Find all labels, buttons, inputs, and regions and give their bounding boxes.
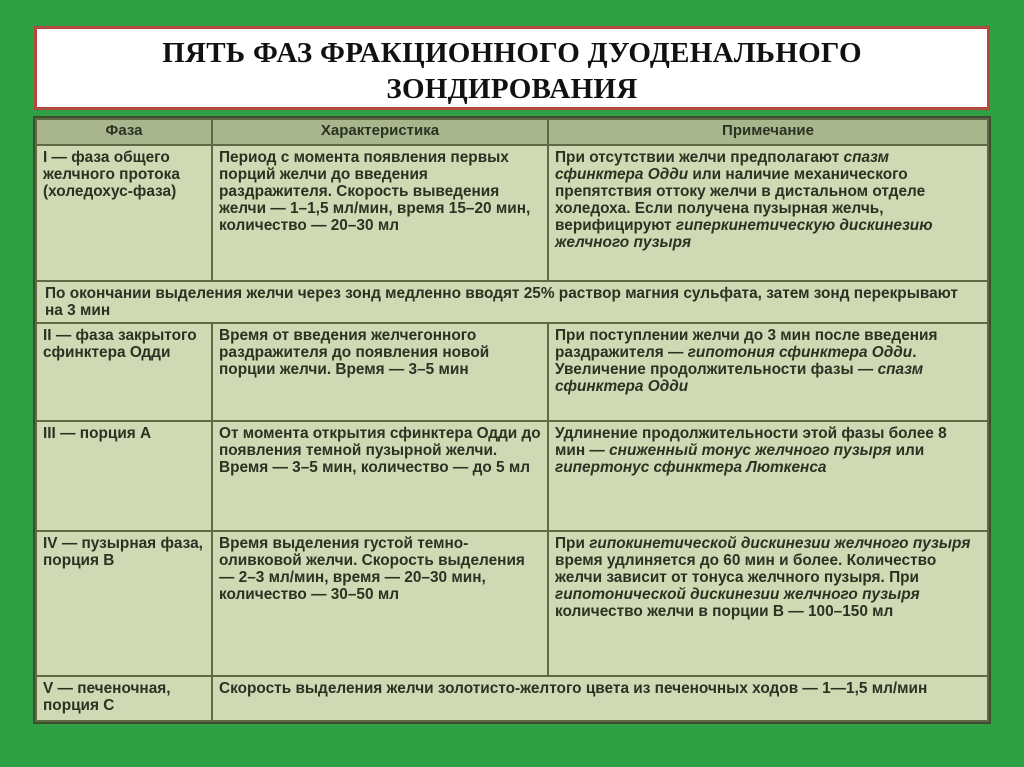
description-cell: От момента открытия сфинктера Одди до появления темной пузырной желчи. Время — 3–5 мин, количество — до 5 мл (212, 421, 548, 531)
description-cell: Скорость выделения желчи золотисто-желтого цвета из печеночных ходов — 1—1,5 мл/мин (212, 676, 988, 721)
note-cell (548, 421, 988, 531)
table-row (36, 676, 988, 721)
note-text: количество желчи в порции В — 100–150 мл (555, 603, 894, 621)
header-characteristic: Характеристика (212, 119, 548, 145)
table-body (36, 145, 988, 721)
note-text: или (891, 442, 925, 460)
table-row (36, 421, 988, 531)
phases-table (35, 118, 989, 722)
table-row (36, 531, 988, 676)
note-term: сниженный тонус желчного пузыря (609, 442, 892, 460)
note-term: гиперкинетическую дискинезию желчного пузыря (555, 217, 933, 251)
phase-cell: I — фаза общего желчного протока (холедохус-фаза) (36, 145, 212, 281)
phase-cell: V — печеночная, порция С (36, 676, 212, 721)
note-text: Удлинение продолжительности этой фазы более 8 мин — (555, 425, 947, 460)
phase-cell: II — фаза закрытого сфинктера Одди (36, 323, 212, 421)
note-text: или наличие механического препятствия оттоку желчи в дистальном отделе холедоха. Если получена пузырная желчь, верифицируют (555, 166, 926, 234)
phases-table-container (33, 116, 991, 724)
note-term: гипокинетической дискинезии желчного пузыря (589, 535, 971, 553)
note-term: спазм сфинктера Одди (555, 149, 890, 183)
note-text: При (555, 535, 590, 553)
slide-title: ПЯТЬ ФАЗ ФРАКЦИОННОГО ДУОДЕНАЛЬНОГО ЗОНДИРОВАНИЯ (162, 37, 862, 105)
note-cell (548, 323, 988, 421)
full-width-cell: По окончании выделения желчи через зонд медленно вводят 25% раствор магния сульфата, затем зонд перекрывают на 3 мин (36, 281, 988, 324)
description-cell: Период с момента появления первых порций желчи до введения раздражителя. Скорость выведения желчи — 1–1,5 мл/мин, время 15–20 мин, количество — 20–30 мл (212, 145, 548, 281)
note-term: гипертонус сфинктера Люткенса (555, 459, 827, 477)
note-text: При отсутствии желчи предполагают (555, 149, 844, 166)
table-row (36, 281, 988, 324)
note-term: гипотонической дискинезии желчного пузыря (555, 586, 920, 604)
note-text: . Увеличение продолжительности фазы — (555, 344, 917, 379)
note-cell (548, 145, 988, 281)
note-text: время удлиняется до 60 мин и более. Количество желчи зависит от тонуса желчного пузыря. При (555, 552, 937, 587)
header-phase: Фаза (36, 119, 212, 145)
phase-cell: III — порция А (36, 421, 212, 531)
phase-cell: IV — пузырная фаза, порция В (36, 531, 212, 676)
table-row (36, 323, 988, 421)
description-cell: Время выделения густой темно-оливковой желчи. Скорость выделения — 2–3 мл/мин, время — 20–30 мин, количество — 30–50 мл (212, 531, 548, 676)
header-note: Примечание (548, 119, 988, 145)
note-term: гипотония сфинктера Одди (687, 344, 913, 362)
note-cell (548, 531, 988, 676)
note-term: спазм сфинктера Одди (555, 361, 924, 396)
title-box (34, 26, 990, 110)
table-row (36, 145, 988, 281)
description-cell: Время от введения желчегонного раздражителя до появления новой порции желчи. Время — 3–5 мин (212, 323, 548, 421)
table-header-row (36, 119, 988, 145)
note-text: При поступлении желчи до 3 мин после введения раздражителя — (555, 327, 938, 362)
